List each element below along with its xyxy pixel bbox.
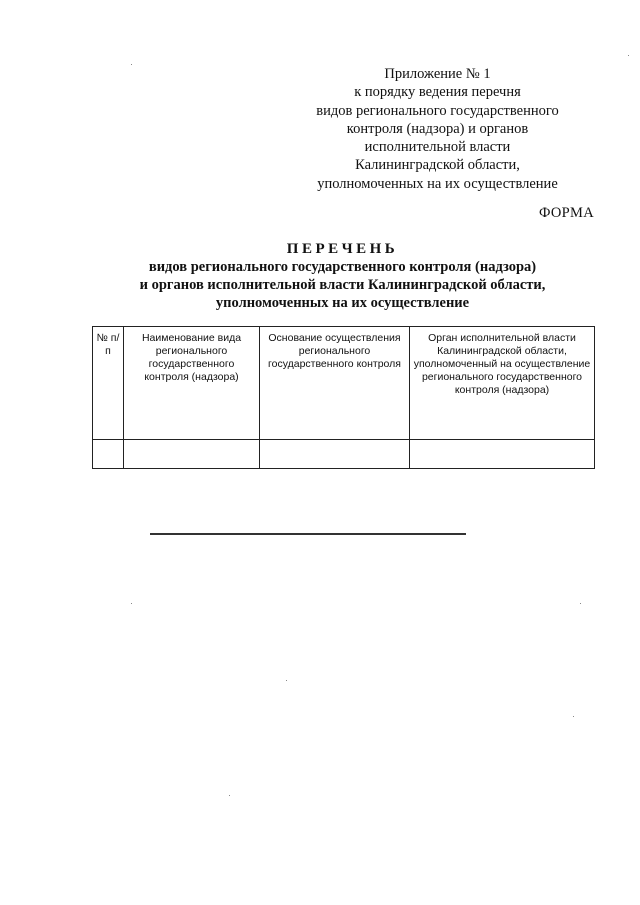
scan-speck [286, 680, 287, 681]
title-subtitle [90, 258, 595, 312]
appendix-line: уполномоченных на их осуществление [317, 175, 558, 192]
appendix-line: Калининградской области, [355, 157, 520, 174]
scan-speck [131, 64, 132, 65]
form-label: ФОРМА [538, 205, 594, 221]
form-table [92, 326, 595, 469]
appendix-line: контроля (надзора) и органов [346, 120, 529, 137]
appendix-line: видов регионального государственного [316, 102, 559, 119]
table-cell [260, 440, 410, 469]
column-header-authority: Орган исполнительной власти Калининградской области, уполномоченный на осуществление регионального государственного контроля (надзора) [410, 327, 595, 440]
table-row [93, 440, 595, 469]
table-cell [93, 440, 124, 469]
title-sub-line: и органов исполнительной власти Калининградской области, [139, 277, 546, 293]
title-main: ПЕРЕЧЕНЬ [286, 241, 399, 257]
table-header-row [93, 327, 595, 440]
document-title [90, 240, 595, 312]
scan-speck [131, 603, 132, 604]
appendix-line: Приложение № 1 [384, 66, 491, 82]
scan-speck [229, 795, 230, 796]
scan-speck [573, 716, 574, 717]
title-sub-line: видов регионального государственного контроля (надзора) [148, 259, 537, 275]
column-header-number: № п/п [93, 327, 124, 440]
appendix-line: исполнительной власти [364, 139, 511, 156]
closing-rule [150, 533, 466, 535]
scan-speck [628, 55, 629, 56]
column-header-basis: Основание осуществления регионального государственного контроля [260, 327, 410, 440]
column-header-control-type: Наименование вида регионального государственного контроля (надзора) [124, 327, 260, 440]
scan-speck [580, 603, 581, 604]
appendix-line: к порядку ведения перечня [354, 84, 521, 101]
table-cell [410, 440, 595, 469]
title-sub-line: уполномоченных на их осуществление [215, 295, 470, 311]
appendix-header [300, 65, 575, 193]
table-cell [124, 440, 260, 469]
